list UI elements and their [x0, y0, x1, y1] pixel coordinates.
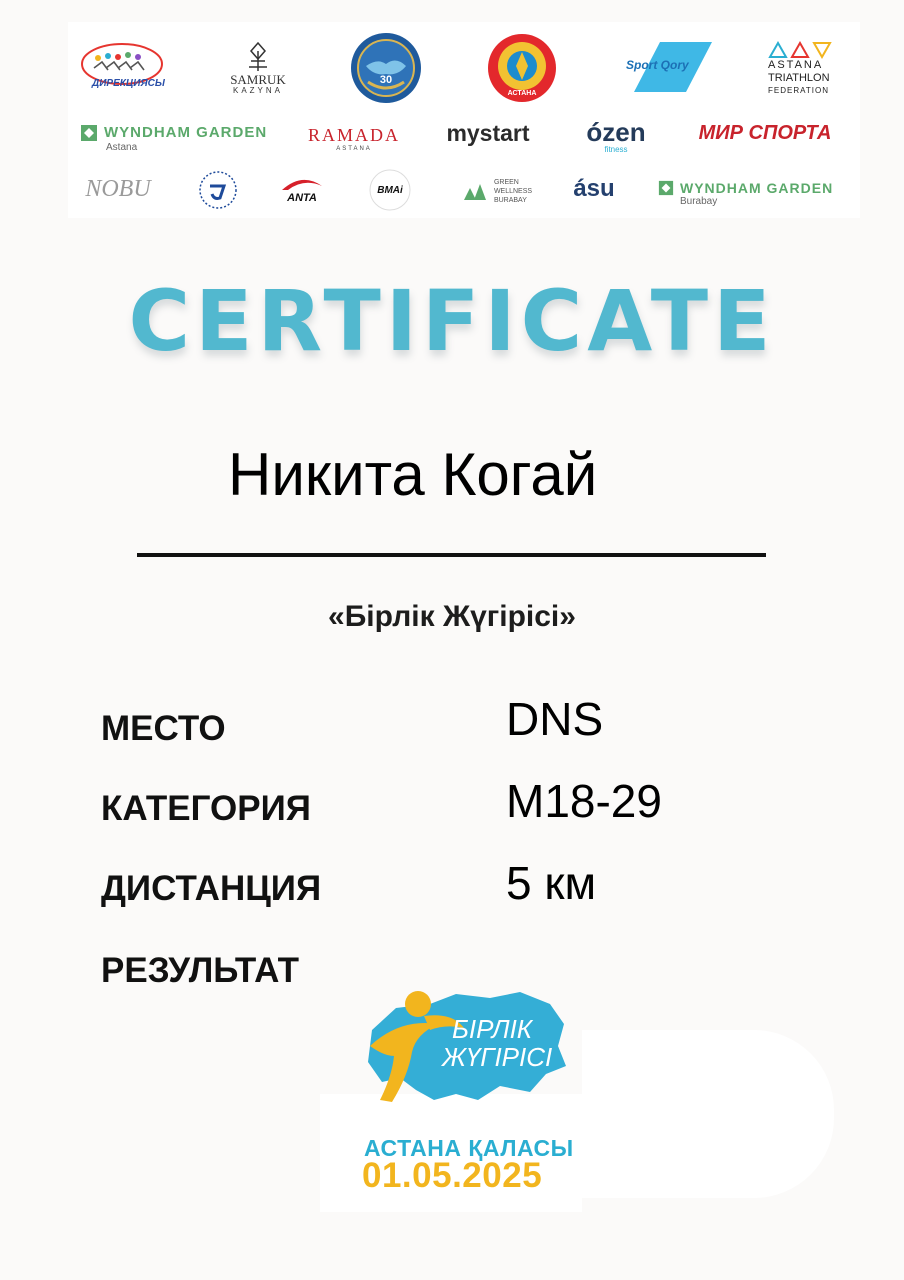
certificate-title: CERTIFICATE [128, 272, 776, 370]
green-text-1: GREEN [493, 178, 519, 186]
mirsporta-text: МИР СПОРТА [698, 121, 832, 144]
wyndham-leaf-icon [658, 180, 674, 196]
bmai-text: BMAi [377, 184, 403, 196]
ramada-text: RAMADA [307, 124, 400, 145]
wyndham-leaf-icon [80, 124, 98, 142]
anta-text: ANTA [287, 192, 317, 204]
joma-icon [198, 170, 238, 210]
samruk-logo [218, 36, 298, 100]
mystart-logo [438, 118, 538, 148]
triathlon-text-1: ASTANA [768, 58, 824, 71]
green-wellness-logo [454, 174, 540, 208]
mystart-text: mystart [446, 119, 530, 146]
triathlon-triangles-icon [768, 41, 834, 59]
samruk-bird-icon [243, 41, 273, 73]
wyndham-text: WYNDHAM GARDEN [104, 124, 268, 141]
anta-logo [274, 172, 330, 208]
samruk-text: SAMRUK [230, 72, 286, 87]
distance-label: ДИСТАНЦИЯ [101, 869, 322, 908]
event-logo-line2: ЖҮГІРІСІ [442, 1042, 553, 1072]
direkcia-text: ДИРЕКЦИЯСЫ [92, 78, 165, 89]
place-value: DNS [506, 693, 604, 745]
ramada-sub-text: ASTANA [336, 145, 372, 152]
sportqory-logo [624, 40, 714, 94]
green-text-3: BURABAY [493, 196, 527, 204]
astana-emblem [486, 32, 558, 106]
event-name: «Бірлік Жүгірісі» [328, 600, 576, 633]
ozen-logo [574, 116, 658, 156]
nobu-text: NOBU [85, 175, 151, 202]
anniversary-number: 30 [379, 74, 393, 86]
ramada-logo [304, 120, 404, 156]
anta-swoosh-icon [280, 176, 324, 192]
category-value: М18-29 [506, 775, 662, 827]
triathlon-text-2: TRIATHLON [768, 71, 830, 84]
anniversary-emblem [348, 30, 424, 106]
kazakhstan-map-icon [360, 990, 620, 1106]
direkcia-logo [78, 38, 166, 94]
joma-logo [196, 168, 240, 212]
event-logo-line1: БІРЛІК [452, 1014, 533, 1044]
event-logo [320, 990, 830, 1210]
samruk-sub-text: KAZYNA [232, 86, 283, 95]
wyndham2-text: WYNDHAM GARDEN [680, 179, 834, 196]
green-text-2: WELLNESS [493, 187, 533, 195]
wyndham2-sub-text: Burabay [680, 195, 718, 207]
result-label: РЕЗУЛЬТАТ [101, 951, 299, 990]
asu-logo [564, 172, 624, 206]
anniversary-emblem-icon [348, 30, 424, 106]
asu-text: ásu [573, 175, 615, 202]
bmai-logo [366, 168, 414, 212]
participant-name: Никита Когай [228, 441, 598, 508]
wyndham-astana-logo [80, 120, 270, 156]
category-label: КАТЕГОРИЯ [101, 789, 311, 828]
nobu-logo [78, 172, 158, 206]
ozen-sub-text: fitness [604, 144, 628, 154]
distance-value: 5 км [506, 857, 597, 909]
event-date: 01.05.2025 [362, 1156, 543, 1195]
triathlon-federation-logo [768, 36, 848, 100]
ozen-text: ózen [586, 116, 646, 147]
wyndham-sub-text: Astana [106, 141, 138, 153]
sponsor-logos-panel [68, 22, 860, 218]
name-underline [137, 553, 766, 557]
sportqory-text: Sport Qory [626, 58, 689, 72]
event-city: АСТАНА ҚАЛАСЫ [364, 1135, 574, 1161]
astana-emblem-text: АСТАНА [507, 90, 537, 97]
triathlon-text-3: FEDERATION [768, 85, 829, 95]
place-label: МЕСТО [101, 709, 226, 748]
wyndham-burabay-logo [658, 176, 848, 210]
tree-icon [462, 180, 490, 202]
mirsporta-logo [690, 118, 840, 148]
